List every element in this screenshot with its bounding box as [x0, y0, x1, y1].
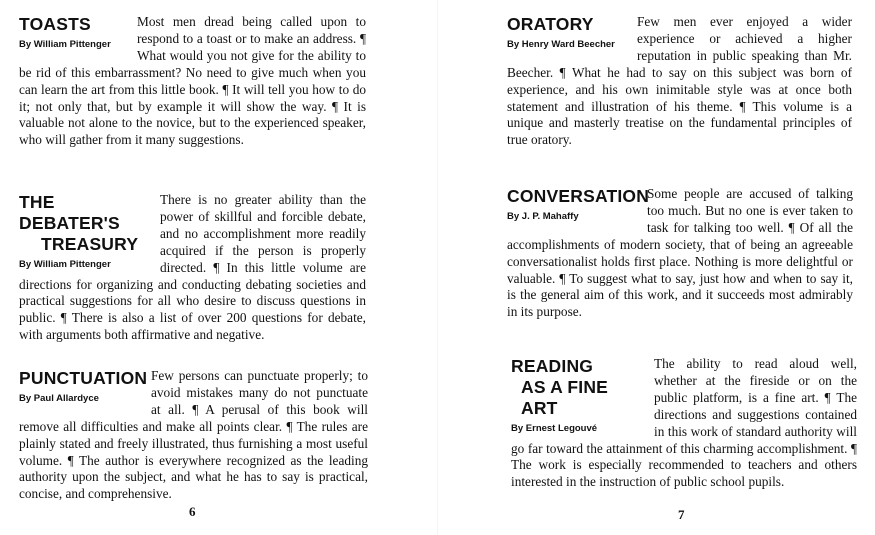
right-page: [437, 0, 875, 535]
entry-title: [511, 356, 644, 419]
entry-description: Few persons can punctuate properly; to avoid mistakes many do not punctuate at all. ¶ A perusal of this book will remove all difficulties and make all points clear. ¶ The rules are plainly stated and freely illustrated, thus furnishing a most useful volume. ¶ The author is everywhere recognized as the leading authority upon the subject, and what he has to say is practical, concise, and comprehensive.: [19, 368, 368, 502]
entry-heading: [19, 14, 127, 51]
entry-description: There is no greater ability than the power of skillful and forcible debate, and no accomplishment more readily acquired if the person is properly directed. ¶ In this little volume are directions for organizing and conducting debating societies and practical suggestions for all who desire to discuss questions in public. ¶ There is also a list of over 200 questions for debate, with arguments both affirmative and negative.: [19, 192, 366, 343]
entry-description: The ability to read aloud well, whether at the fireside or on the public platform, is a fine art. ¶ The directions and suggestions contained in this work of standard authority will go far toward the attainment of this charming accomplishment. ¶ The work is especially recommended to teachers and others interested in the instruction of public school pupils.: [511, 356, 857, 490]
book-entry-punctuation: [19, 368, 368, 503]
entry-description: Most men dread being called upon to respond to a toast or to make an address. ¶ What would you not give for the ability to be rid of this embarrassment? No need to give much when you can learn the art from this little book. ¶ It will tell you how to do it; not only that, but by example it will show the way. ¶ It is valuable not alone to the novice, but to the experienced speaker, who will gather from it many suggestions.: [19, 14, 366, 148]
left-page: [0, 0, 437, 535]
entry-author: By William Pittenger: [19, 259, 111, 270]
entry-title: [507, 14, 627, 35]
book-entry-oratory: [507, 14, 852, 149]
book-entry-conversation: [507, 186, 853, 321]
entry-title-line: THE DEBATER'S: [19, 192, 120, 233]
entry-heading: [19, 368, 148, 405]
entry-author: By William Pittenger: [19, 39, 111, 50]
entry-title-line: TOASTS: [19, 14, 91, 34]
book-entry-debaters-treasury: [19, 192, 366, 344]
entry-title: [19, 14, 127, 35]
entry-title-line: PUNCTUATION: [19, 368, 148, 388]
entry-title-line: AS A FINE ART: [521, 377, 609, 418]
book-entry-reading-as-a-fine-art: [511, 356, 857, 491]
entry-description: Few men ever enjoyed a wider experience or achieved a higher reputation in public speaking than Mr. Beecher. ¶ What he had to say on this subject was born of experience, and his own inimitable style was at once both statement and illustration of his theme. ¶ This volume is a unique and masterly treatise on the fundamental principles of true oratory.: [507, 14, 852, 148]
entry-heading: [19, 192, 150, 271]
entry-title-line: READING: [511, 356, 594, 376]
entry-description: Some people are accused of talking too much. But no one is ever taken to task for talking too well. ¶ Of all the accomplishments of modern society, that of being an agreeable conversationalist holds first place. Nothing is more delightful or valuable. ¶ To suggest what to say, just how and when to say it, is the general aim of this work, and it succeeds most admirably in its purpose.: [507, 186, 853, 320]
entry-title: [19, 368, 148, 389]
entry-author: By Henry Ward Beecher: [507, 39, 615, 50]
entry-heading: [507, 14, 627, 51]
entry-author: By J. P. Mahaffy: [507, 211, 579, 222]
entry-title: [19, 192, 150, 255]
entry-author: By Paul Allardyce: [19, 393, 99, 404]
page-number: 6: [189, 504, 196, 519]
entry-author: By Ernest Legouvé: [511, 423, 598, 434]
entry-title-line: CONVERSATION: [507, 186, 650, 206]
book-entry-toasts: [19, 14, 366, 149]
entry-heading: [511, 356, 644, 435]
entry-title-line: TREASURY: [41, 234, 139, 254]
entry-title-line: ORATORY: [507, 14, 594, 34]
entry-heading: [507, 186, 650, 223]
entry-title: [507, 186, 650, 207]
page-number: 7: [678, 507, 685, 522]
